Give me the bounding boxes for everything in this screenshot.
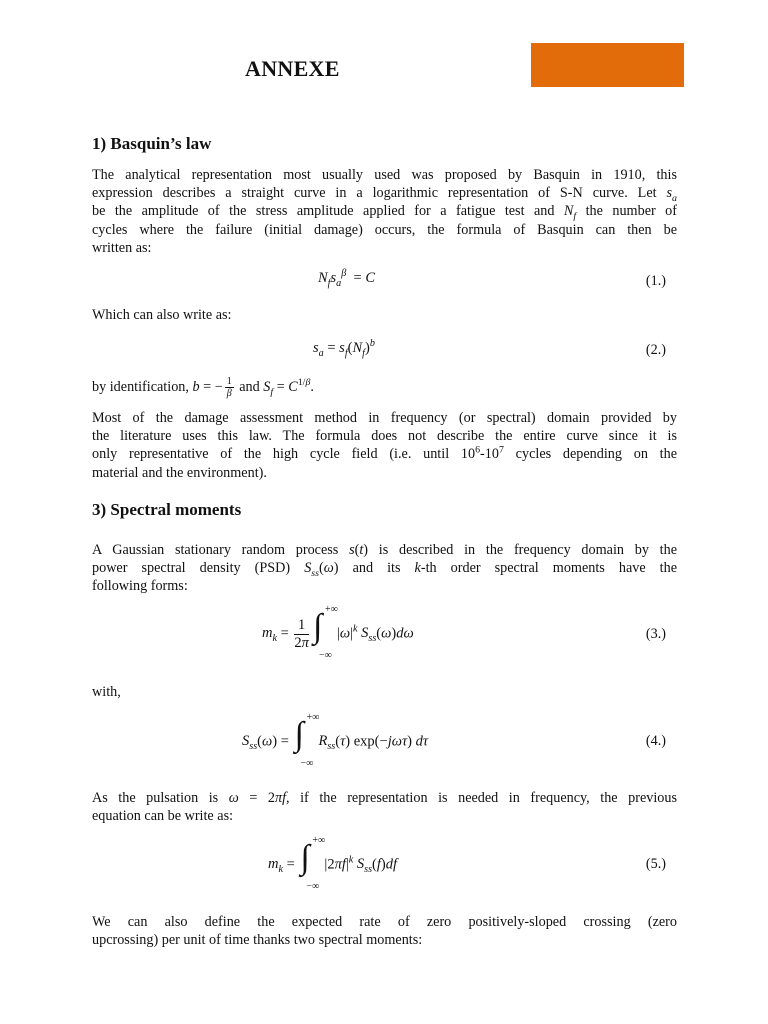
para-line: following forms: <box>92 578 188 595</box>
basquin-intro-paragraph <box>92 166 677 257</box>
para-line: expression describes a straight curve in a logarithmic representation of S-N curve. Let $s_a$ <box>92 185 677 205</box>
equation-1-number: (1.) <box>645 273 666 289</box>
integral-sign: ∫ +∞ −∞ <box>312 604 338 661</box>
equation-4-number: (4.) <box>645 733 666 749</box>
para-line: As the pulsation is ω = 2πf, if the representation is needed in frequency, the previous <box>92 790 677 806</box>
para-line: material and the environment). <box>92 464 267 481</box>
with-label: with, <box>92 684 121 700</box>
equation-3-number: (3.) <box>645 626 666 642</box>
equation-1: $N_fs_a^\beta = C$ <box>318 268 375 289</box>
section-heading-spectral-moments: 3) Spectral moments <box>92 500 242 519</box>
para-line: A Gaussian stationary random process s(t) is described in the frequency domain by the <box>92 542 677 558</box>
spectral-intro-paragraph <box>92 541 677 596</box>
fraction-1-over-beta: $\frac{1}{\beta}$ <box>226 376 232 399</box>
para-line: be the amplitude of the stress amplitude applied for a fatigue test and $N_f$ the number of <box>92 203 677 223</box>
paragraph-also-write: Which can also write as: <box>92 307 232 323</box>
paragraph-damage-assessment <box>92 409 677 482</box>
para-line: upcrossing) per unit of time thanks two spectral moments: <box>92 932 423 949</box>
section-heading-basquin: 1) Basquin’s law <box>92 134 212 153</box>
para-line: written as: <box>92 239 152 256</box>
orange-header-box <box>531 43 684 87</box>
para-line: equation can be write as: <box>92 808 234 825</box>
paragraph-identification: by identification, b = − $\frac{1}{\beta}$ and $S_f = C^{1/\beta}$. <box>92 376 314 399</box>
equation-5: $m_k$ = ∫ +∞ −∞ $|2\pi f|^k$ $S_{ss}(f)df$ <box>268 835 398 892</box>
para-line: power spectral density (PSD) $S_{ss}(\omega)$ and its k-th order spectral moments have the <box>92 560 678 580</box>
equation-2: $s_a = s_f(N_f)^b$ <box>313 338 375 359</box>
para-line: only representative of the high cycle field (i.e. until $10^6-10^7$ cycles depending on the <box>92 444 677 463</box>
para-line: We can also define the expected rate of zero positively-sloped crossing (zero <box>92 914 677 930</box>
fraction-1-over-2pi: $\frac{1}{2\pi}$ <box>294 616 309 651</box>
paragraph-zero-upcrossing <box>92 913 677 949</box>
page-title: ANNEXE <box>245 56 340 81</box>
equation-4: $S_{ss}(\omega)$ = ∫ +∞ −∞ $R_{ss}(\tau)$ exp(−jωτ) dτ <box>242 712 429 769</box>
equation-3: $m_k$ = $\frac{1}{2\pi}$ ∫ +∞ −∞ $|\omega|^k$ $S_{ss}(\omega)d\omega$ <box>262 604 414 661</box>
integral-sign: ∫ +∞ −∞ <box>300 835 326 892</box>
para-line: cycles where the failure (initial damage) occurs, the formula of Basquin can then be <box>92 221 677 238</box>
equation-2-number: (2.) <box>645 342 666 358</box>
equation-5-number: (5.) <box>645 856 666 872</box>
integral-sign: ∫ +∞ −∞ <box>294 712 320 769</box>
para-line: the literature uses this law. The formula does not describe the entire curve since it is <box>92 428 677 445</box>
para-line: Most of the damage assessment method in frequency (or spectral) domain provided by <box>92 410 677 426</box>
para-line: The analytical representation most usually used was proposed by Basquin in 1910, this <box>92 167 677 183</box>
paragraph-pulsation <box>92 789 677 825</box>
